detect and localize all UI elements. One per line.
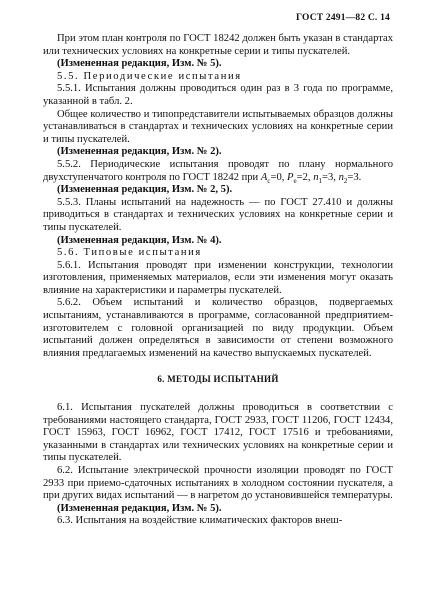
formula-var: A — [260, 171, 268, 183]
paragraph-with-formula — [43, 159, 393, 184]
document-body — [43, 33, 393, 528]
paragraph: 6.1. Испытания пускателей должны проводиться в соответствии с требованиями настоящего стандарта, ГОСТ 2933, ГОСТ 11206, ГОСТ 12434, ГОСТ 15963, ГОСТ 16962, ГОСТ 17412, ГОСТ 17516 и требованиями, указанными в стандартах или технических условиях на конкретные серии и типы пускателей. — [43, 402, 393, 464]
paragraph: Общее количество и типопредставители испытываемых образцов должны устанавливаться в стандартах и технических условиях на конкретные серии и типы пускателей. — [43, 108, 393, 145]
formula-sub: e — [293, 176, 297, 185]
section-heading: 6. МЕТОДЫ ИСПЫТАНИЙ — [157, 374, 279, 385]
formula-val: =0, — [270, 171, 288, 183]
amendment-note: (Измененная редакция, Изм. № 4). — [57, 234, 222, 246]
amendment-note: (Измененная редакция, Изм. № 5). — [57, 58, 222, 70]
paragraph: При этом план контроля по ГОСТ 18242 должен быть указан в стандартах или технических условиях на конкретные серии и типы пускателей. — [43, 33, 393, 57]
page-header: ГОСТ 2491—82 С. 14 — [296, 13, 390, 23]
formula-sub: c — [267, 176, 271, 185]
formula-var: n — [313, 171, 319, 183]
paragraph: 5.5.3. Планы испытаний на надежность — по ГОСТ 27.410 и должны приводиться в стандартах и технических условиях на конкретные серии и типы пускателей. — [43, 196, 393, 233]
paragraph: 6.3. Испытания на воздействие климатических факторов внеш- — [57, 515, 343, 527]
paragraph: 5.6.2. Объем испытаний и количество образцов, подвергаемых испытаниям, устанавливаются в программе, согласованной предприятием-изготовителем с головной организацией по виду продукции. Объем испытаний должен определяться в зависимости от степени возможного влияния предлагаемых изменений на качество выпускаемых пускателей. — [43, 297, 393, 359]
amendment-note: (Измененная редакция, Изм. № 2, 5). — [57, 184, 233, 196]
paragraph-text: 5.5.2. Периодические испытания проводят по плану нормального двухступенчатого контроля по ГОСТ 18242 при — [43, 158, 393, 183]
subsection-title: 5.5. Периодические испытания — [57, 70, 242, 82]
paragraph: 5.6.1. Испытания проводят при изменении конструкции, технологии изготовления, применяемых материалов, если эти изменения могут оказать влияние на характеристики и параметры пускателей. — [43, 259, 393, 296]
formula-val: =2, — [296, 171, 314, 183]
subsection-title: 5.6. Типовые испытания — [57, 247, 202, 259]
formula-sub: 2 — [343, 176, 348, 185]
paragraph: 5.5.1. Испытания должны проводиться один раз в 3 года по программе, указанной в табл. 2. — [43, 83, 393, 107]
formula-var: P — [287, 171, 294, 183]
formula-sub: 1 — [318, 176, 323, 185]
formula-var: n — [338, 171, 344, 183]
amendment-note: (Измененная редакция, Изм. № 2). — [57, 146, 222, 158]
formula-val: =3, — [322, 171, 339, 183]
formula-val: =3. — [347, 171, 362, 183]
amendment-note: (Измененная редакция, Изм. № 5). — [57, 502, 222, 514]
paragraph: 6.2. Испытание электрической прочности изоляции проводят по ГОСТ 2933 при приемо-сдаточных испытаниях в холодном состоянии пускателя, а при других видах испытаний — в нагретом до установившейся температуры. — [43, 465, 393, 502]
